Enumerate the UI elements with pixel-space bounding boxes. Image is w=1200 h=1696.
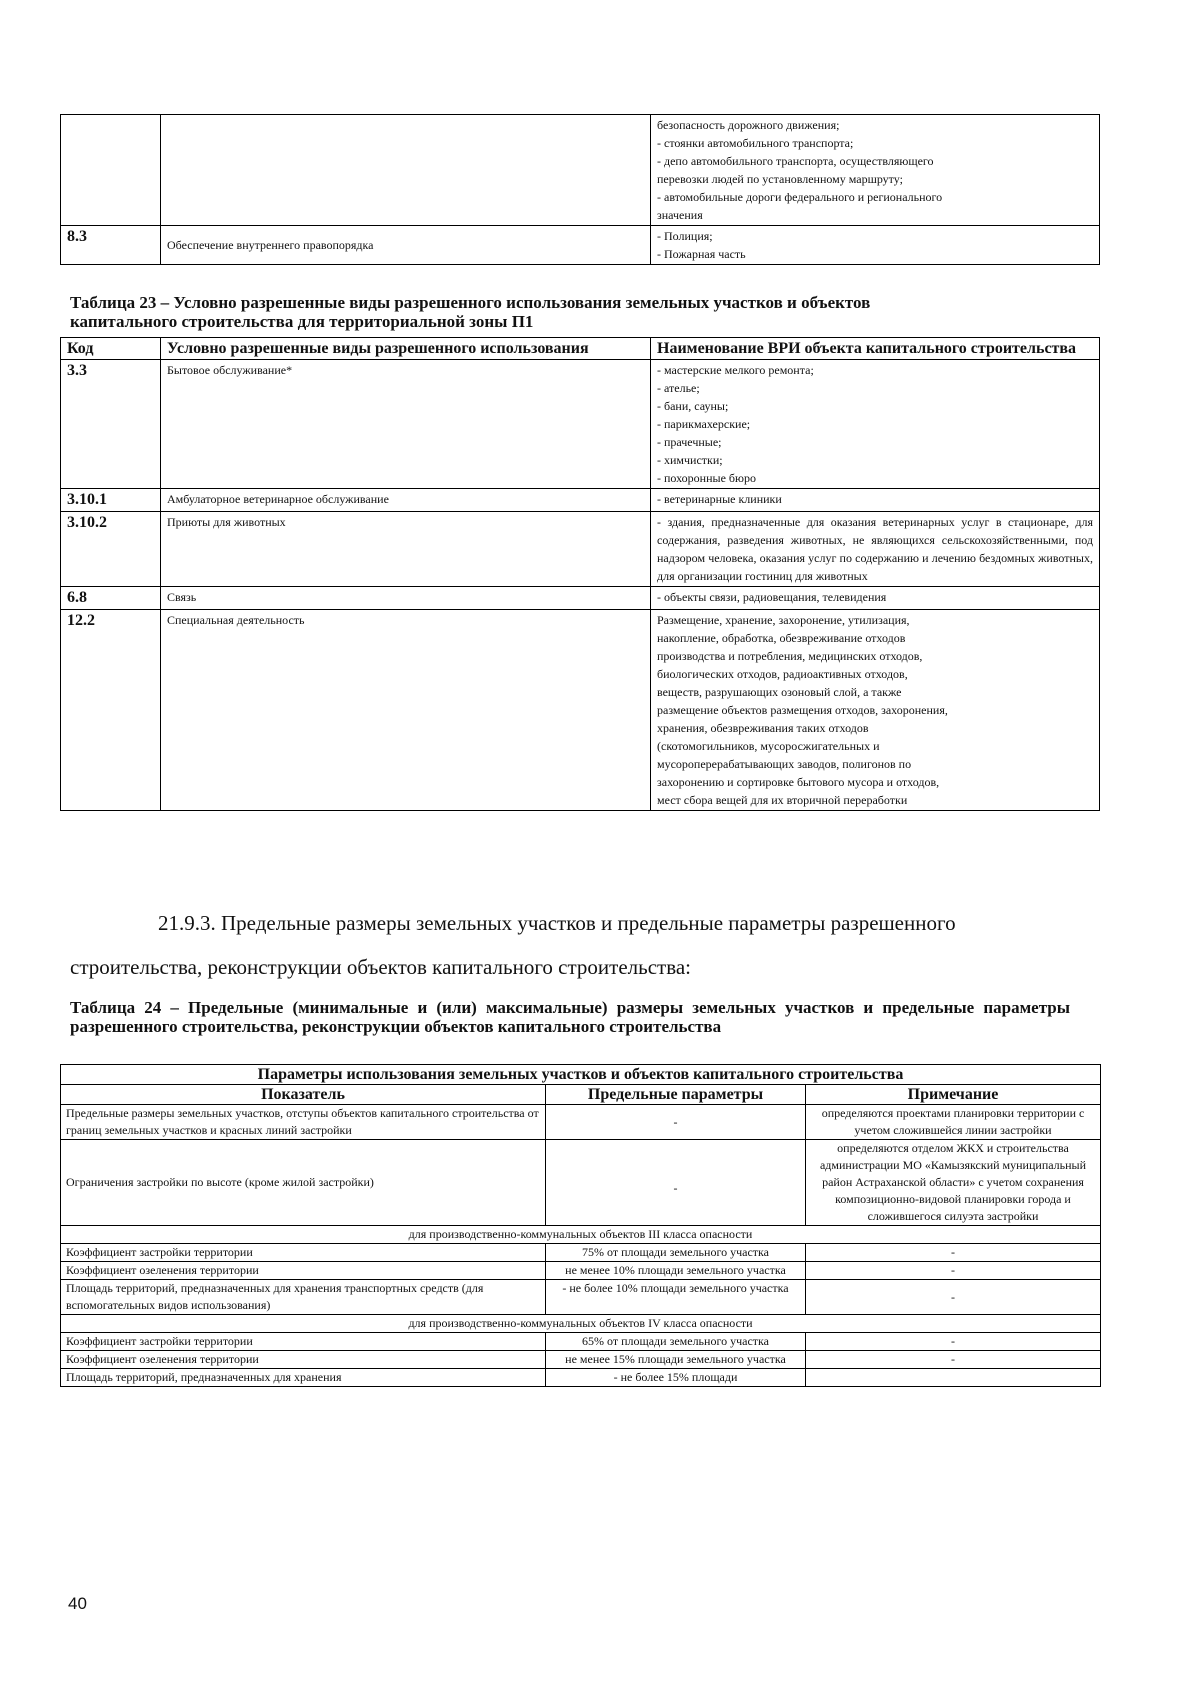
- table-row: [61, 115, 1100, 226]
- table-previous-continuation: [60, 114, 1100, 265]
- code-cell: 3.10.1: [61, 489, 161, 512]
- table-row: [61, 512, 1100, 587]
- use-cell: Приюты для животных: [161, 512, 651, 587]
- note-cell: -: [806, 1244, 1101, 1262]
- list-item: размещение объектов размещения отходов, захоронения,: [657, 703, 948, 717]
- table-row: [61, 1369, 1101, 1387]
- table-23: [60, 337, 1100, 811]
- params-cell: не менее 10% площади земельного участка: [546, 1262, 806, 1280]
- indicator-cell: Площадь территорий, предназначенных для хранения транспортных средств (для вспомогательных видов использования): [61, 1280, 546, 1315]
- table-row: [61, 1105, 1101, 1140]
- note-cell: [806, 1369, 1101, 1387]
- list-item: Размещение, хранение, захоронение, утилизация,: [657, 613, 910, 627]
- items-cell: - здания, предназначенные для оказания ветеринарных услуг в стационаре, для содержания, разведения животных, не являющихся сельскохозяйственными, под надзором человека, оказания услуг по содержанию и лечению бездомных животных, для организации гостиниц для животных: [651, 512, 1100, 587]
- indicator-cell: Коэффициент застройки территории: [61, 1244, 546, 1262]
- params-cell: 75% от площади земельного участка: [546, 1244, 806, 1262]
- note-cell: определяются проектами планировки территории с учетом сложившейся линии застройки: [806, 1105, 1101, 1140]
- group-row: [61, 1226, 1101, 1244]
- list-item: мусороперерабатывающих заводов, полигонов по: [657, 757, 912, 771]
- use-cell: Связь: [161, 587, 651, 610]
- table-header-row: [61, 1085, 1101, 1105]
- list-item: - ветеринарные клиники: [657, 492, 782, 506]
- list-item: - Пожарная часть: [657, 247, 746, 261]
- indicator-cell: Коэффициент застройки территории: [61, 1333, 546, 1351]
- header-name: Наименование ВРИ объекта капитального строительства: [651, 338, 1100, 360]
- indicator-cell: Коэффициент озеленения территории: [61, 1262, 546, 1280]
- group-label: для производственно-коммунальных объектов III класса опасности: [61, 1226, 1101, 1244]
- list-item: значения: [657, 208, 703, 222]
- code-cell: 8.3: [61, 226, 161, 265]
- table-row: [61, 1351, 1101, 1369]
- list-item: - депо автомобильного транспорта, осуществляющего: [657, 154, 934, 168]
- params-cell: 65% от площади земельного участка: [546, 1333, 806, 1351]
- list-item: хранения, обезвреживания таких отходов: [657, 721, 869, 735]
- params-cell: - не более 10% площади земельного участка: [546, 1280, 806, 1315]
- header-params: Предельные параметры: [546, 1085, 806, 1105]
- items-cell: [651, 489, 1100, 512]
- table-23-caption: [70, 293, 1100, 331]
- note-cell: -: [806, 1351, 1101, 1369]
- list-item: мест сбора вещей для их вторичной переработки: [657, 793, 908, 807]
- note-cell: определяются отделом ЖКХ и строительства администрации МО «Камызякский муниципальный район Астраханской области» с учетом сохранения композиционно-видовой планировки города и сложившегося силуэта застройки: [806, 1140, 1101, 1226]
- table-title-row: [61, 1065, 1101, 1085]
- use-cell: Бытовое обслуживание*: [161, 360, 651, 489]
- use-cell: [161, 115, 651, 226]
- header-use: Условно разрешенные виды разрешенного использования: [161, 338, 651, 360]
- group-label: для производственно-коммунальных объектов IV класса опасности: [61, 1315, 1101, 1333]
- items-cell: [651, 610, 1100, 811]
- list-item: веществ, разрушающих озоновый слой, а также: [657, 685, 902, 699]
- code-cell: [61, 115, 161, 226]
- group-row: [61, 1315, 1101, 1333]
- indicator-cell: Площадь территорий, предназначенных для хранения: [61, 1369, 546, 1387]
- list-item: - похоронные бюро: [657, 471, 756, 485]
- use-cell: Амбулаторное ветеринарное обслуживание: [161, 489, 651, 512]
- table-title: Параметры использования земельных участков и объектов капитального строительства: [61, 1065, 1101, 1085]
- caption-line: Таблица 23 – Условно разрешенные виды разрешенного использования земельных участков и объектов: [70, 293, 871, 312]
- page-number: 40: [68, 1594, 87, 1613]
- list-item: захоронению и сортировке бытового мусора и отходов,: [657, 775, 940, 789]
- table-row: [61, 610, 1100, 811]
- params-cell: -: [546, 1105, 806, 1140]
- header-code: Код: [61, 338, 161, 360]
- code-cell: 3.3: [61, 360, 161, 489]
- section-line-1: 21.9.3. Предельные размеры земельных участков и предельные параметры разрешенного: [158, 911, 956, 935]
- header-indicator: Показатель: [61, 1085, 546, 1105]
- use-cell: Обеспечение внутреннего правопорядка: [161, 226, 651, 265]
- table-row: [61, 360, 1100, 489]
- table-row: [61, 1262, 1101, 1280]
- table-row: [61, 1280, 1101, 1315]
- list-item: - автомобильные дороги федерального и регионального: [657, 190, 943, 204]
- list-item: накопление, обработка, обезвреживание отходов: [657, 631, 906, 645]
- params-cell: не менее 15% площади земельного участка: [546, 1351, 806, 1369]
- code-cell: 3.10.2: [61, 512, 161, 587]
- list-item: - Полиция;: [657, 229, 713, 243]
- list-item: - мастерские мелкого ремонта;: [657, 363, 814, 377]
- list-item: - бани, сауны;: [657, 399, 729, 413]
- items-cell: [651, 360, 1100, 489]
- items-cell: [651, 115, 1100, 226]
- code-cell: 6.8: [61, 587, 161, 610]
- table-row: [61, 226, 1100, 265]
- note-cell: -: [806, 1333, 1101, 1351]
- note-cell: -: [806, 1280, 1101, 1315]
- list-item: - стоянки автомобильного транспорта;: [657, 136, 854, 150]
- list-item: перевозки людей по установленному маршруту;: [657, 172, 903, 186]
- caption-line: капитального строительства для территориальной зоны П1: [70, 312, 534, 331]
- list-item: безопасность дорожного движения;: [657, 118, 840, 132]
- code-cell: 12.2: [61, 610, 161, 811]
- table-row: [61, 1140, 1101, 1226]
- note-cell: -: [806, 1262, 1101, 1280]
- header-note: Примечание: [806, 1085, 1101, 1105]
- list-item: производства и потребления, медицинских отходов,: [657, 649, 923, 663]
- table-row: [61, 1333, 1101, 1351]
- list-item: биологических отходов, радиоактивных отходов,: [657, 667, 908, 681]
- list-item: - парикмахерские;: [657, 417, 751, 431]
- params-cell: - не более 15% площади: [546, 1369, 806, 1387]
- indicator-cell: Ограничения застройки по высоте (кроме жилой застройки): [61, 1140, 546, 1226]
- list-item: - химчистки;: [657, 453, 723, 467]
- table-row: [61, 1244, 1101, 1262]
- list-item: - прачечные;: [657, 435, 722, 449]
- list-item: (скотомогильников, мусоросжигательных и: [657, 739, 880, 753]
- indicator-cell: Предельные размеры земельных участков, отступы объектов капитального строительства от границ земельных участков и красных линий застройки: [61, 1105, 546, 1140]
- items-cell: [651, 587, 1100, 610]
- list-item: - ателье;: [657, 381, 700, 395]
- use-cell: Специальная деятельность: [161, 610, 651, 811]
- list-item: - объекты связи, радиовещания, телевидения: [657, 590, 887, 604]
- items-cell: [651, 226, 1100, 265]
- params-cell: -: [546, 1140, 806, 1226]
- section-line-2: строительства, реконструкции объектов капитального строительства:: [70, 955, 691, 979]
- table-24-caption: Таблица 24 – Предельные (минимальные и (или) максимальные) размеры земельных участков и предельные параметры разрешенного строительства, реконструкции объектов капитального строительства: [70, 998, 1070, 1036]
- table-row: [61, 489, 1100, 512]
- indicator-cell: Коэффициент озеленения территории: [61, 1351, 546, 1369]
- table-24: [60, 1064, 1101, 1387]
- table-header-row: [61, 338, 1100, 360]
- table-row: [61, 587, 1100, 610]
